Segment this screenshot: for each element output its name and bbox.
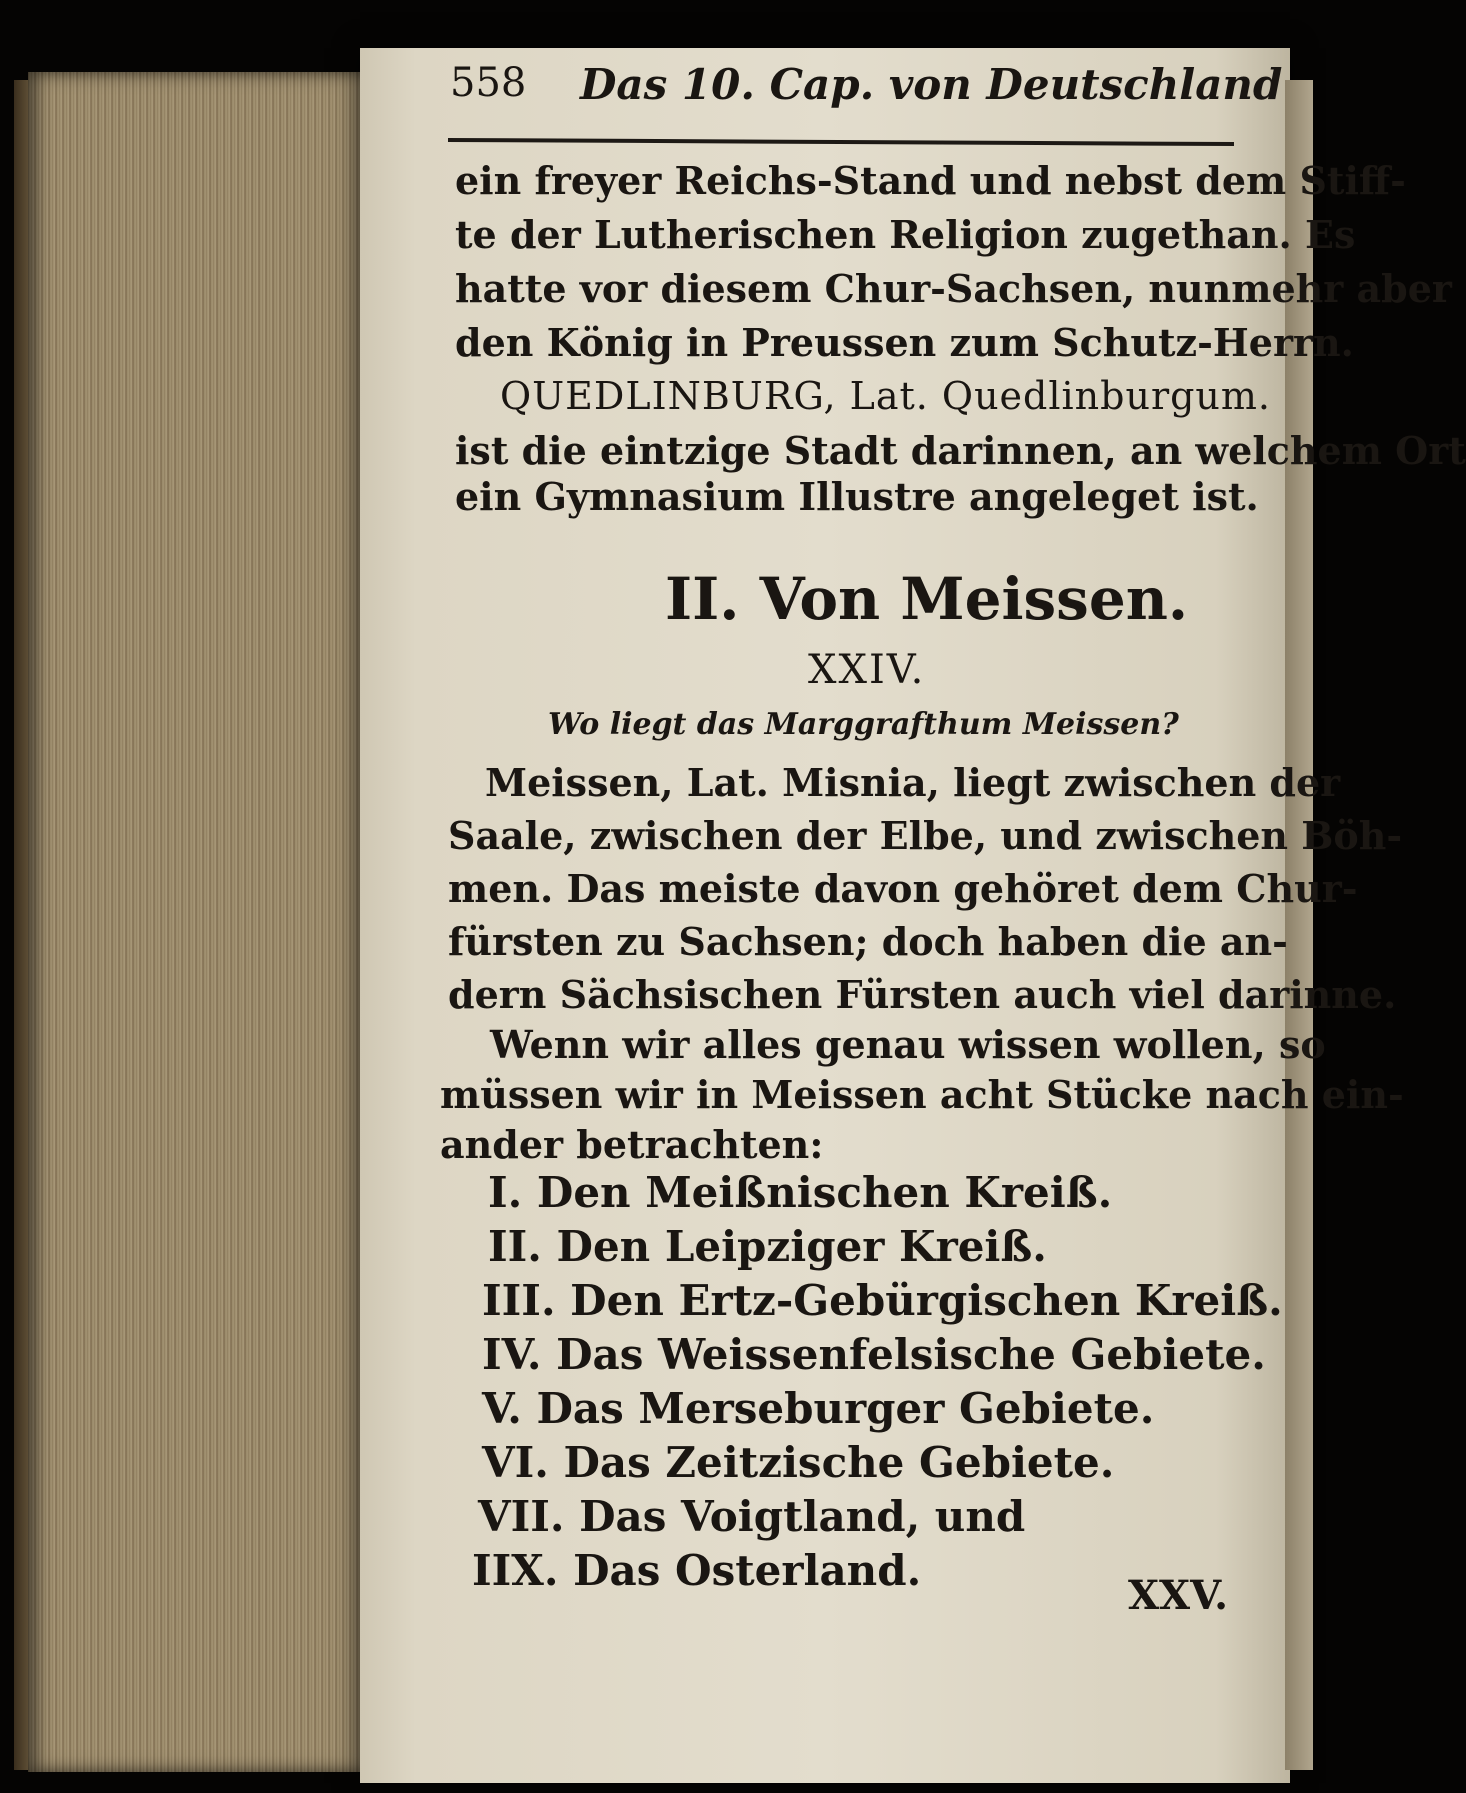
running-head (450, 60, 1283, 124)
text-line: ein Gymnasium Illustre angeleget ist. (455, 474, 1259, 519)
text-line: Saale, zwischen der Elbe, und zwischen Böh- (448, 813, 1403, 858)
list-item: II. Den Leipziger Kreiß. (488, 1222, 1047, 1271)
text-line: Wenn wir alles genau wissen wollen, so (490, 1022, 1326, 1067)
running-title: Das 10. Cap. von Deutschland (580, 60, 1283, 109)
text-line: ist die eintzige Stadt darinnen, an welchem Ort (455, 428, 1466, 473)
catchword: XXV. (1128, 1572, 1229, 1619)
list-item: III. Den Ertz-Gebürgischen Kreiß. (482, 1276, 1283, 1325)
text-line: men. Das meiste davon gehöret dem Chur- (448, 866, 1358, 911)
text-line: Meissen, Lat. Misnia, liegt zwischen der (485, 760, 1341, 805)
text-line: QUEDLINBURG, Lat. Quedlinburgum. (500, 374, 1272, 418)
list-item: VII. Das Voigtland, und (478, 1492, 1026, 1541)
text-line: den König in Preussen zum Schutz-Herrn. (455, 320, 1354, 365)
text-line: müssen wir in Meissen acht Stücke nach ein- (440, 1072, 1404, 1117)
list-item: IV. Das Weissenfelsische Gebiete. (482, 1330, 1266, 1379)
section-heading: II. Von Meissen. (665, 565, 1189, 633)
page-number: 558 (450, 60, 527, 106)
text-line: te der Lutherischen Religion zugethan. Es (455, 212, 1356, 257)
list-item: V. Das Merseburger Gebiete. (482, 1384, 1155, 1433)
text-line: fürsten zu Sachsen; doch haben die an- (448, 919, 1288, 964)
question: Wo liegt das Marggrafthum Meissen? (548, 707, 1179, 742)
text-line: ein freyer Reichs-Stand und nebst dem Stiff- (455, 158, 1406, 203)
question-number: XXIV. (808, 647, 926, 693)
list-item: VI. Das Zeitzische Gebiete. (482, 1438, 1115, 1487)
page-block-fore-edge (28, 72, 373, 1772)
text-line: hatte vor diesem Chur-Sachsen, nunmehr aber (455, 266, 1452, 311)
list-item: IIX. Das Osterland. (472, 1546, 922, 1595)
list-item: I. Den Meißnischen Kreiß. (488, 1168, 1113, 1217)
text-line: ander betrachten: (440, 1122, 824, 1167)
text-line: dern Sächsischen Fürsten auch viel darinne. (448, 972, 1397, 1017)
